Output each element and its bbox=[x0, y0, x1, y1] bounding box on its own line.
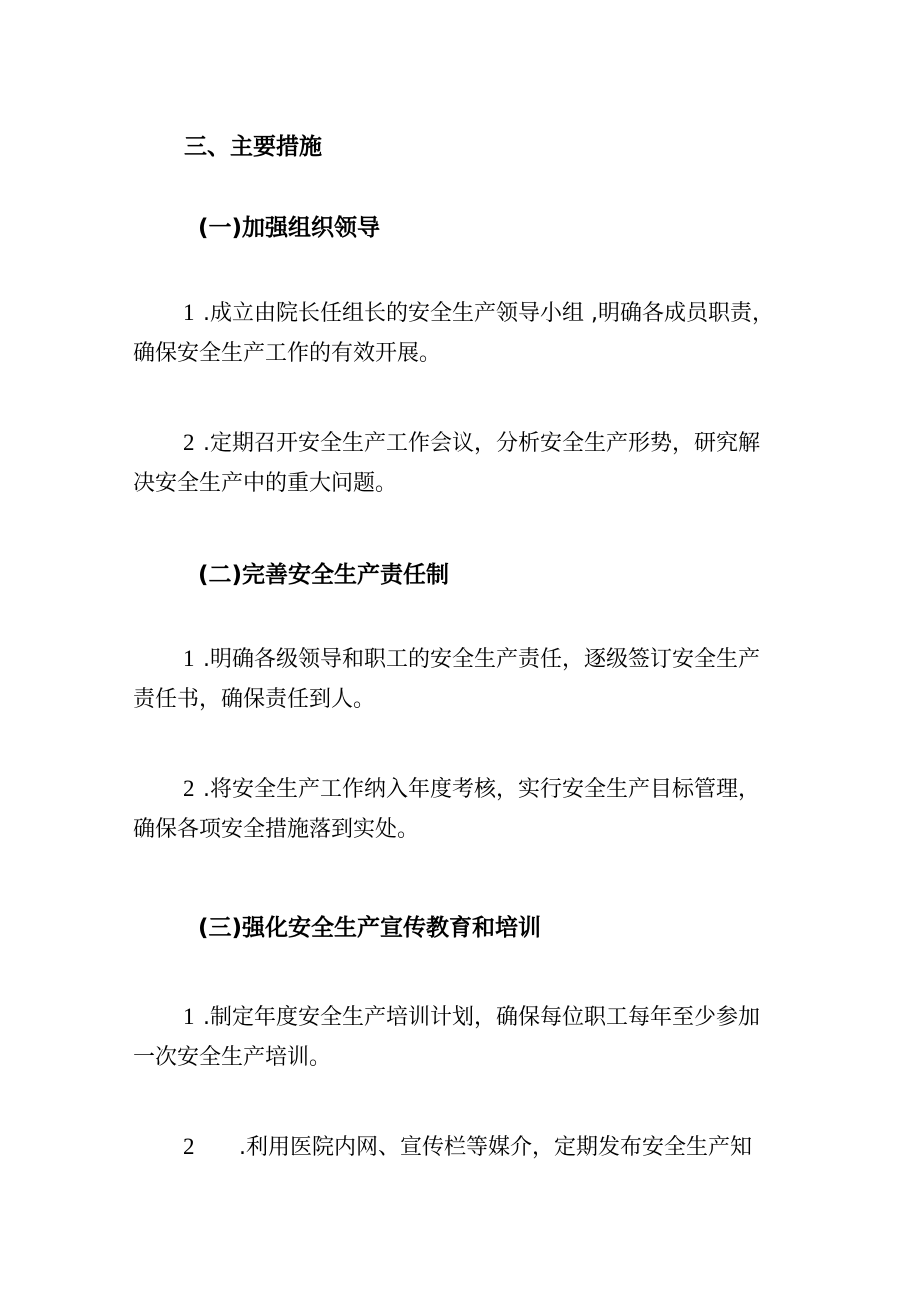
item-number: 1 bbox=[183, 1004, 195, 1029]
paragraph-line bbox=[133, 1126, 823, 1167]
subsection-heading-training: (三)强化安全生产宣传教育和培训 bbox=[198, 915, 542, 941]
subsection-heading-organization: (一)加强组织领导 bbox=[198, 215, 381, 241]
paragraph-line bbox=[133, 638, 823, 679]
paragraph-line bbox=[133, 292, 823, 333]
paragraph-line bbox=[133, 768, 823, 809]
item-number: 2 bbox=[183, 430, 195, 455]
item-text: .制定年度安全生产培训计划，确保每位职工每年至少参加 bbox=[203, 1005, 760, 1030]
paragraph-item bbox=[133, 768, 823, 850]
paragraph-line: 确保各项安全措施落到实处。 bbox=[133, 817, 420, 842]
paragraph-line: 责任书，确保责任到人。 bbox=[133, 687, 376, 712]
paragraph-item bbox=[133, 638, 823, 720]
item-number: 1 bbox=[183, 300, 195, 325]
item-text: .将安全生产工作纳入年度考核，实行安全生产目标管理， bbox=[203, 777, 760, 802]
paragraph-line: 决安全生产中的重大问题。 bbox=[133, 471, 398, 496]
section-heading-main-measures: 三、主要措施 bbox=[184, 134, 322, 160]
paragraph-item bbox=[133, 292, 823, 374]
item-text: .利用医院内网、宣传栏等媒介，定期发布安全生产知 bbox=[239, 1135, 752, 1160]
paragraph-line bbox=[133, 996, 823, 1037]
item-text: .成立由院长任组长的安全生产领导小组 ,明确各成员职责， bbox=[203, 301, 774, 326]
paragraph-item bbox=[133, 422, 823, 504]
paragraph-line: 一次安全生产培训。 bbox=[133, 1045, 332, 1070]
paragraph-line: 确保安全生产工作的有效开展。 bbox=[133, 341, 442, 366]
paragraph-item bbox=[133, 996, 823, 1078]
item-text: .定期召开安全生产工作会议，分析安全生产形势，研究解 bbox=[203, 431, 760, 456]
item-number: 1 bbox=[183, 646, 195, 671]
subsection-heading-responsibility: (二)完善安全生产责任制 bbox=[198, 562, 450, 588]
item-text: .明确各级领导和职工的安全生产责任，逐级签订安全生产 bbox=[203, 647, 760, 672]
paragraph-item bbox=[133, 1126, 823, 1167]
item-number: 2 bbox=[183, 1134, 195, 1159]
item-number: 2 bbox=[183, 776, 195, 801]
paragraph-line bbox=[133, 422, 823, 463]
